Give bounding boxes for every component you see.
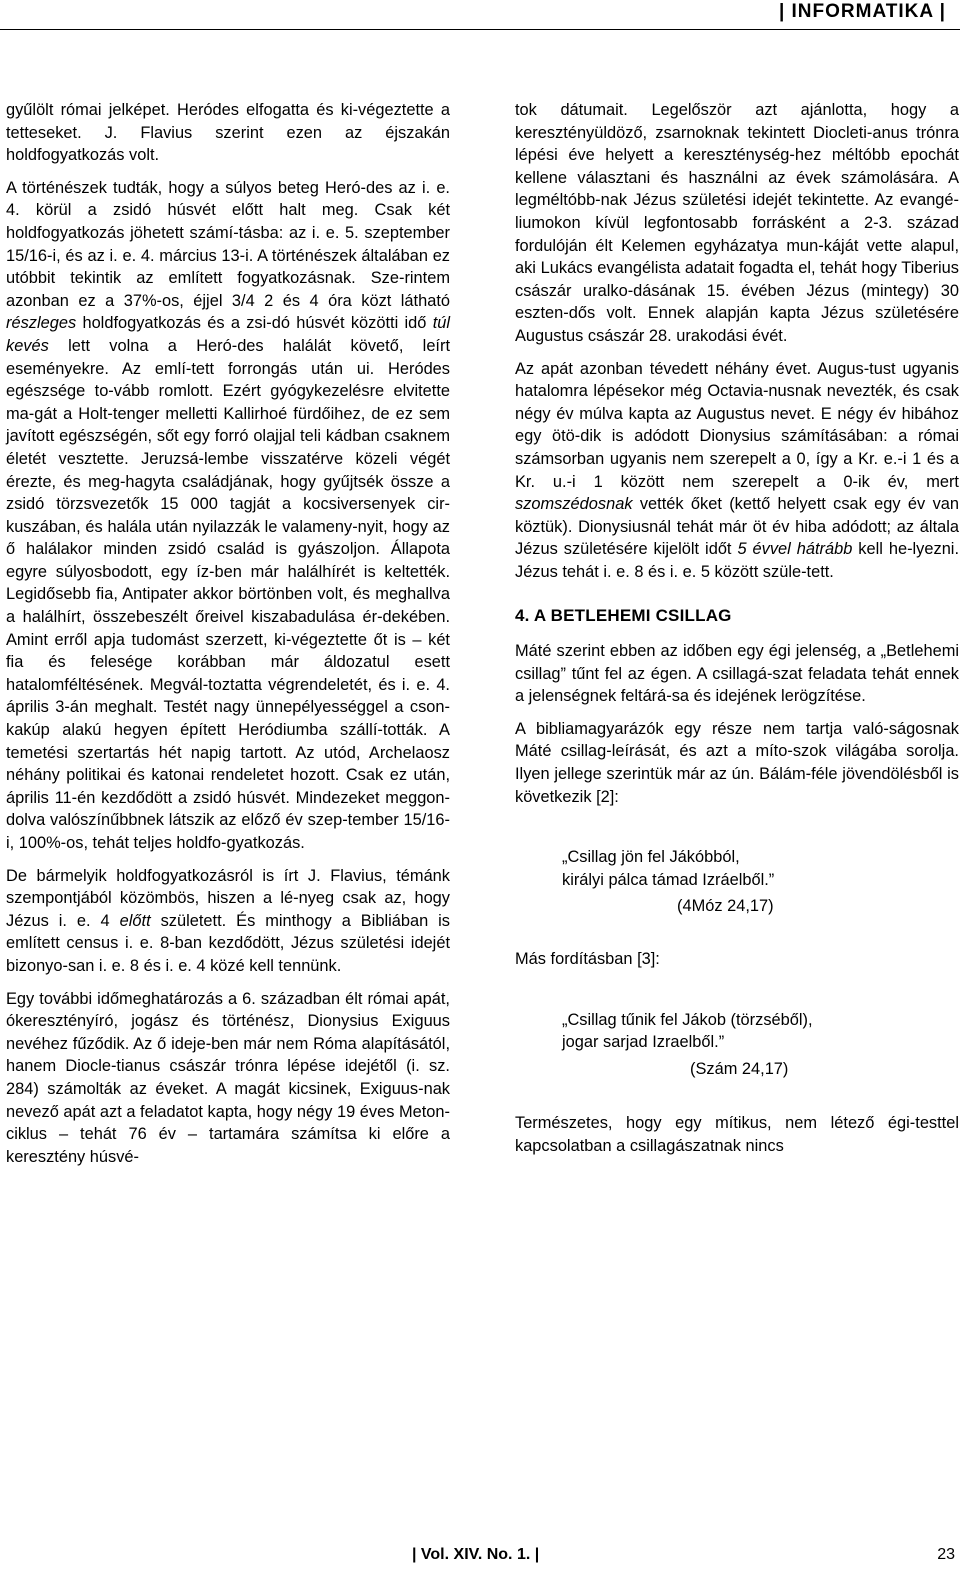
- alt-translation-intro: Más fordításban [3]:: [515, 950, 660, 968]
- section-paragraph-2: A bibliamagyarázók egy része nem tartja való-ságosnak Máté csillag-leírását, és azt a míto-szok világába sorolja. Ilyen jellege szerintük már az ún. Bálám-féle jövendölésből is következik [2]:: [515, 719, 959, 806]
- quote-2: [515, 1009, 959, 1054]
- section-heading: 4. A BETLEHEMI CSILLAG: [515, 606, 732, 626]
- quote-1-line-1: „Csillag jön fel Jákóbból,: [562, 848, 740, 867]
- left-paragraph-2: A történészek tudták, hogy a súlyos beteg Heró-des az i. e. 4. körül a zsidó húsvét előtt halt meg. Csak két holdfogyatkozás jöhetett számí-tásba: az i. e. 5. szeptember 15/16-i, és az i. e. 4. március 13-i. A történészek általában ez utóbbit tekintik az említett fogyatkozásnak. Sze-rintem azonban ez a 37%-os, éjjel 3/4 2 és 4 óra közt látható részleges holdfogyatkozás és a zsi-dó húsvét közötti idő túl kevés lett volna a Heró-des halálát követő, leírt eseményekre. Az emlí-tett forrongás után ui. Heródes egészsége to-vább romlott. Ezért gyógykezelésre elvitette ma-gát a Holt-tenger melletti Kallirhoé fürdőihez, de ez sem javított egészségén, sőt egy forró olajjal teli kádban csaknem életét vesztette. Jeruzsá-lembe visszatérve közeli végét érezte, és meg-hagyta családjának, hogy gyűjtsék össze a zsidó törzsvezetők 15 000 tagját a kocsiversenyek cir-kuszában, és halála után nyilazzák le valameny-nyit, hogy az ő halálakor minden zsidó család is gyászoljon. Állapota egyre súlyosbodott, egy íz-ben már halálhírét is keltették. Legidősebb fia, Antipater akkor börtönben volt, és meghallva a halálhírt, összebeszélt őreivel kiszabadulása ér-dekében. Amint erről apja tudomást szerzett, ki-végeztette őt is – két fia és felesége korábban már áldozatul esett hatalomféltésének. Megvál-toztatta végrendeletét, és i. e. 4. április 3-án meghalt. Testét nagy ünnepélyességgel a cson-kakúp alakú hegyen épített Heródiumba szállí-tották. A temetési szertartás hét napig tartott. Az utód, Archelaosz néhány politikai és katonai rendeletet hozott. Csak ez után, április 11-én kezdődött a zsidó húsvét. Mindezeket meggon-dolva valószínűbbnek látszik az előző év szep-tember 15/16-i, 100%-os, tehát teljes holdfo-gyatkozás.: [6, 178, 450, 852]
- quote-1: [515, 846, 959, 891]
- page-number: 23: [937, 1546, 955, 1563]
- right-paragraph-2: Az apát azonban tévedett néhány évet. Augus-tust ugyanis hatalomra lépésekor még Octavia-nusnak nevezték, és csak négy év múlva kapta az Augustus nevet. E négy év hibához egy ötö-dik is adódott Dionysius számításában: a római számsorban ugyanis nem szerepelt a 0, így a Kr. e.-i 1 és a Kr. u.-i 1 között nem szerepelt a 0-ik év, mert szomszédosnak vették őket (kettő helyett csak egy év van köztük). Dionysiusnál tehát már öt év hiba adódott; az általa Jézus születésére kijelölt időt 5 évvel hátrább kell he-lyezni. Jézus tehát i. e. 8 és i. e. 5 között szüle-tett.: [515, 359, 960, 581]
- right-paragraph-1: tok dátumait. Legelőször azt ajánlotta, hogy a keresztényüldöző, zsarnoknak tekintett Diocleti-anus trónra lépési éve helyett a kereszténység-hez méltóbb epochát kellene választani és használni az évek számolására. A legméltóbb-nak Jézus születési idejét tekintette. Az evangé-liumokon kívül legfontosabb forrásként a 2-3. század fordulóján élt Kelemen egyházatya mun-káját vette alapul, aki Lukács evangélista adatait fogadta el, tehát hogy Tiberius császár uralko-dásának 15. évében Jézus (mintegy) 30 eszten-dős volt. Ennek alapján kapta Jézus születésére Augustus császár 28. urakodási évét.: [515, 101, 959, 345]
- quote-2-line-1: „Csillag tűnik fel Jákob (törzséből),: [562, 1010, 813, 1029]
- footer-volume: | Vol. XIV. No. 1. |: [412, 1546, 540, 1563]
- right-column: [515, 99, 959, 1168]
- quote-1-line-2: királyi pálca támad Izráelből.”: [562, 870, 775, 889]
- header-rule: [0, 29, 960, 30]
- left-paragraph-3: De bármelyik holdfogyatkozásról is írt J. Flavius, témánk szempontjából közömbös, hiszen a lé-nyeg csak az, hogy Jézus i. e. 4 előtt született. És minthogy a Bibliában is említett census i. e. 8-ban kezdődött, Jézus születési idejét bizonyo-san i. e. 8 és i. e. 4 közé kell tennünk.: [6, 866, 450, 975]
- section-paragraph-1: Máté szerint ebben az időben egy égi jelenség, a „Betlehemi csillag” tűnt fel az égen. A csillagá-szat feladata tehát ennek a jelenségnek feltárá-sa és idejének lerögzítése.: [515, 642, 959, 706]
- quote-2-line-2: jogar sarjad Izraelből.”: [562, 1033, 725, 1052]
- quote-1-reference: (4Móz 24,17): [677, 897, 774, 916]
- left-paragraph-1: gyűlölt római jelképet. Heródes elfogatta és ki-végeztette a tetteseket. J. Flavius szerint ezen az éjszakán holdfogyatkozás volt.: [6, 101, 450, 165]
- page-header: [0, 0, 960, 30]
- journal-section-title: | INFORMATIKA |: [778, 1, 946, 22]
- left-column: [6, 99, 450, 1178]
- left-paragraph-4: Egy további időmeghatározás a 6. században élt római apát, ókeresztényíró, jogász és történész, Dionysius Exiguus nevéhez fűződik. Az ő ideje-ben már nem Róma alapításától, hanem Diocle-tianus császár trónra lépése idejétől (i. sz. 284) számolták az éveket. A magát kicsinek, Exiguus-nak nevező apát azt a feladatot kapta, hogy négy 19 éves Meton-ciklus – tehát 76 év – tartamára számítsa ki előre a keresztény húsvé-: [6, 989, 450, 1166]
- closing-paragraph: Természetes, hogy egy mítikus, nem létező égi-testtel kapcsolatban a csillagászatnak nincs: [515, 1114, 959, 1155]
- quote-2-reference: (Szám 24,17): [690, 1059, 789, 1078]
